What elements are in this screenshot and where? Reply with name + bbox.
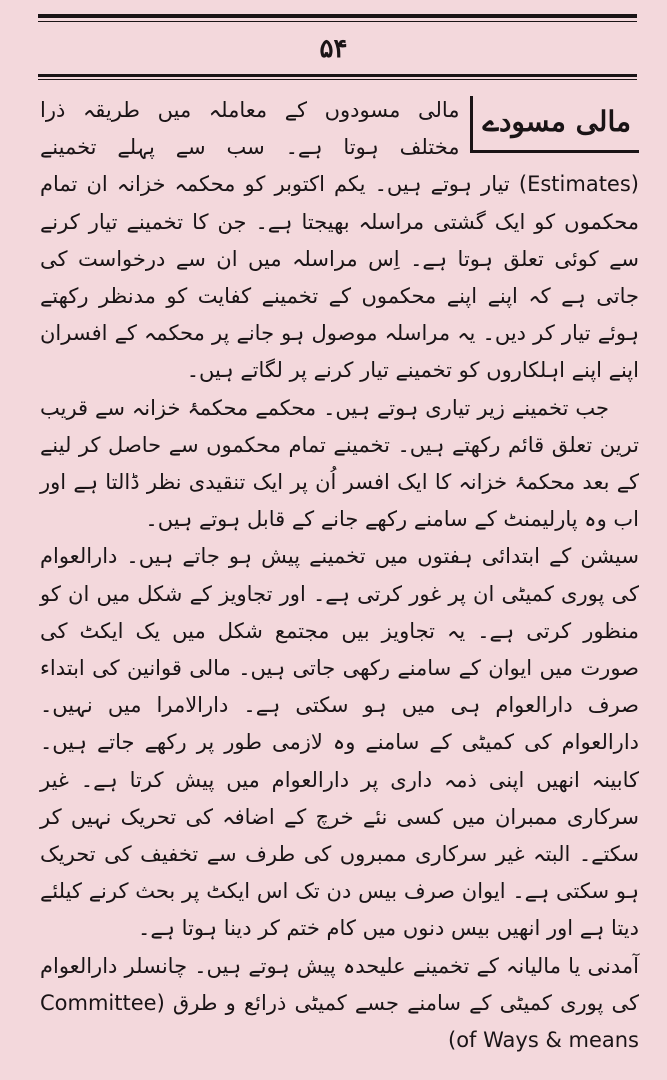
paragraph-2: جب تخمینے زیر تیاری ہوتے ہیں۔ محکمے محکمۂ خزانہ سے قریب ترین تعلق قائم رکھتے ہیں۔ تخمینے تمام محکموں سے حاصل کر لینے کے بعد محکمۂ خزانہ کا ایک افسر اُن پر ایک تنقیدی نظر ڈالتا ہے اور اب وہ پارلیمنٹ کے سامنے رکھے جانے کے قابل ہوتے ہیں۔ <box>40 395 639 532</box>
page-number: ۵۴ <box>319 34 348 64</box>
paragraph-1: مالی مسودوں کے معاملہ میں طریقہ ذرا مختلف ہوتا ہے۔ سب سے پہلے تخمینے (Estimates) تیار ہوتے ہیں۔ یکم اکتوبر کو محکمہ خزانہ ان تمام محکموں کو ایک گشتی مراسلہ بھیجتا ہے۔ جن کا تخمینے تیار کرنے سے کوئی تعلق ہوتا ہے۔ اِس مراسلہ میں ان سے درخواست کی جاتی ہے کہ اپنے اپنے محکموں کے تخمینے کفایت کو مدنظر رکھتے ہوئے تیار کر دیں۔ یہ مراسلہ موصول ہو جانے پر محکمہ کے افسران اپنے اپنے اہلکاروں کو تخمینے تیار کرنے پر لگاتے ہیں۔ <box>40 98 639 383</box>
header-rule <box>38 74 637 80</box>
paragraph-4: آمدنی یا مالیانہ کے تخمینے علیحدہ پیش ہوتے ہیں۔ چانسلر دارالعوام کی پوری کمیٹی کے سامنے جسے کمیٹی ذرائع و طرق (Committee of Ways & means) <box>40 953 639 1053</box>
body-text <box>40 92 639 1059</box>
top-double-rule <box>38 14 637 22</box>
paragraph-3: سیشن کے ابتدائی ہفتوں میں تخمینے پیش ہو جاتے ہیں۔ دارالعوام کی پوری کمیٹی ان پر غور کرتی ہے۔ اور تجاویز کے شکل میں ان کو منظور کرتی ہے۔ یہ تجاویز بیں مجتمع شکل میں یک ایکٹ کی صورت میں ایوان کے سامنے رکھی جاتی ہیں۔ مالی قوانین کی ابتداء صرف دارالعوام ہی میں ہو سکتی ہے۔ دارالامرا میں نہیں۔ دارالعوام کی کمیٹی کے سامنے وہ لازمی طور پر رکھے جاتے ہیں۔ کابینہ انھیں اپنی ذمہ داری پر دارالعوام میں پیش کرتا ہے۔ غیر سرکاری ممبران میں کسی نئے خرچ کے اضافہ کی تحریک نہیں کر سکتے۔ البتہ غیر سرکاری ممبروں کی طرف سے تخفیف کی تحریک ہو سکتی ہے۔ ایوان صرف بیس دن تک اس ایکٹ پر بحث کرنے کیلئے دیتا ہے اور انھیں بیس دنوں میں کام ختم کر دینا ہوتا ہے۔ <box>40 544 639 941</box>
section-heading: مالی مسودے <box>470 96 639 153</box>
